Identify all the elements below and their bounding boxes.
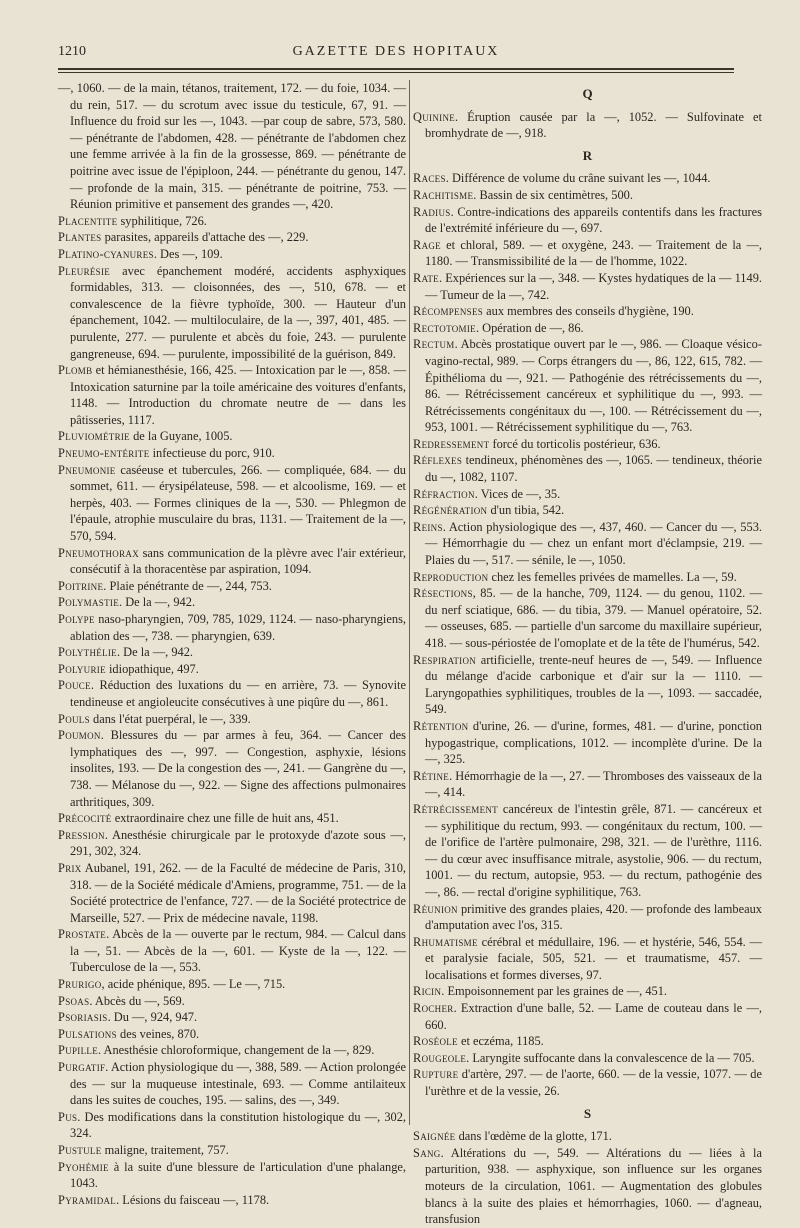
entry-text: et eczéma, 1185. (457, 1034, 544, 1049)
index-entry (58, 445, 406, 462)
entry-text: parasites, appareils d'attache des —, 229. (101, 230, 309, 245)
entry-text: . Réduction des luxations du — en arrière, 73. — Synovite tendineuse et angioleucite consécutives à une piqûre du —, 861. (70, 678, 406, 709)
entry-text: . Plaie pénétrante de —, 244, 753. (103, 578, 272, 593)
entry-heading: Polythélie (58, 645, 117, 660)
entry-text: . Anesthésie chloroformique, changement de la —, 829. (98, 1043, 375, 1058)
entry-heading: Pus (58, 1109, 78, 1124)
index-entry (58, 594, 406, 611)
entry-heading: Prostate (58, 927, 107, 942)
entry-heading: Redressement (413, 436, 490, 451)
entry-heading: Réunion (413, 901, 458, 916)
index-entry (58, 1192, 406, 1209)
index-entry (58, 1109, 406, 1142)
entry-heading: Ricin (413, 984, 442, 999)
entry-text: . Action physiologique des —, 437, 460. — Cancer du —, 553. — Hémorrhagie du — chez un enfant mort d'éclampsie, 219. — Plaies du —, 517. — sénile, le —, 1050. (425, 519, 762, 568)
entry-text: idiopathique, 497. (105, 661, 199, 676)
entry-heading: Prix (58, 860, 82, 875)
entry-text: —, 1060. — de la main, tétanos, traitement, 172. — du foie, 1034. — du rein, 517. — du scrotum avec issue du testicule, 67, 91. — Influence du froid sur les —, 1043. —par coup de sabre, 573, 580. — pénétrante de l'abdomen, 428. — pénétrante de l'abdomen chez une femme arrivée à la fin de la grossesse, 869. — pénétrante de poitrine avec issue de l'épiploon, 244. — pénétrante du genou, 147. — profonde de la main, 315. — pénétrante de poitrine, 753. — Réunion primitive et pansement des grandes —, 420. (58, 81, 406, 212)
header-rule-thin (58, 72, 734, 73)
entry-heading: Plantes (58, 230, 102, 245)
entry-text: . Des —, 109. (153, 246, 223, 261)
entry-heading: Rougeole (413, 1050, 467, 1065)
entry-text: . Expériences sur la —, 348. — Kystes hydatiques de la — 1149. — Tumeur de la —, 742. (425, 270, 762, 302)
running-title: GAZETTE DES HOPITAUX (292, 44, 500, 59)
index-entry (413, 452, 762, 485)
entry-heading: Pouls (58, 711, 90, 726)
index-column-right (413, 80, 762, 1228)
entry-heading: Purgatif (58, 1060, 106, 1075)
entry-heading: Rétine (413, 768, 450, 783)
entry-text: avec épanchement modéré, accidents asphyxiques formidables, 313. — cloisonnées, des —, 510, 678. — et convalescence de la fièvre typhoïde, 300. — Hauteur d'un épanchement, 1042. — multiloculaire, de la —, 397, 401, 485. — purulente, 277. — purulente et abcès du foie, 243. — purulente gangreneuse, 694. — purulente, impossibilité de la guérison, 849. (70, 263, 406, 361)
entry-heading: Pustule (58, 1143, 102, 1157)
index-entry (413, 1033, 762, 1050)
index-entry (58, 1142, 406, 1159)
entry-text: Aubanel, 191, 262. — de la Faculté de médecine de Paris, 310, 318. — de la Société médicale d'Amiens, programme, 751. — de la Société protectrice de l'enfance, 727. — de la Société protectrice de Marseille, 527. — Prix de médecine navale, 1198. (70, 860, 406, 925)
index-entry (413, 320, 762, 337)
index-entry (58, 462, 406, 545)
index-entry (58, 578, 406, 595)
entry-text: syphilitique, 726. (117, 213, 207, 228)
entry-heading: Rocher (413, 1001, 454, 1016)
entry-text: naso-pharyngien, 709, 785, 1029, 1124. — naso-pharyngiens, ablation des —, 738. — pharyngien, 639. (70, 612, 406, 643)
entry-text: . De la —, 942. (116, 645, 194, 660)
index-entry (58, 362, 406, 428)
index-entry (58, 727, 406, 810)
entry-heading: Placentite (58, 213, 118, 228)
entry-heading: Rétention (413, 718, 469, 733)
index-entry (58, 644, 406, 661)
entry-text: infectieuse du porc, 910. (149, 446, 275, 461)
index-entry (413, 1000, 762, 1033)
index-entry (413, 1145, 762, 1228)
index-entry (413, 1128, 762, 1145)
entry-text: . Abcès prostatique ouvert par le —, 986. — Cloaque vésico-vagino-rectal, 989. — Corps étrangers du —, 86, 122, 615, 782. — Épithélioma du —, 921. — Pathogénie des rétrécissements du —, 86. — Rétrécissement cancéreux et syphilitique du —, 993. — Rétrécissements congénitaux du —, 100. — Rétrécissement du —, 953, 1001. — Rétrécissement syphilitique du —, 763. (425, 337, 762, 435)
index-entry (58, 926, 406, 976)
entry-text: artificielle, trente-neuf heures de —, 549. — Influence du mélange d'acide carbonique et d'air sur la — 1110. — Laryngopathies syphilitiques, troubles de la —, 1093. — saccadée, 549. (425, 652, 762, 717)
index-entry (58, 263, 406, 363)
entry-heading: Pupille (58, 1043, 98, 1058)
index-entry (58, 545, 406, 578)
entry-text: . Opération de —, 86. (475, 320, 584, 335)
entry-heading: Réflexes (413, 453, 463, 468)
entry-heading: Polymastie (58, 595, 119, 610)
entry-text: extraordinaire chez une fille de huit ans, 451. (111, 811, 339, 826)
entry-text: . Éruption causée par la —, 1052. — Sulfovinate et bromhydrate de —, 918. (425, 109, 762, 141)
entry-heading: Polyurie (58, 661, 106, 676)
index-entry (413, 336, 762, 436)
entry-text: . Abcès du —, 569. (89, 993, 185, 1008)
entry-heading: Polype (58, 612, 95, 626)
entry-text: d'un tibia, 542. (487, 503, 565, 518)
entry-heading: Pression (58, 827, 105, 842)
section-letter: S (583, 1105, 592, 1121)
index-entry (413, 652, 762, 718)
entry-text: de la Guyane, 1005. (129, 429, 233, 444)
entry-text: . Abcès de la — ouverte par le rectum, 984. — Calcul dans la —, 51. — Abcès de la —, 601. — Kyste de la —, 122. — Tuberculose de la —, 553. (70, 927, 406, 975)
index-entry (413, 718, 762, 768)
entry-heading: Saignée (413, 1129, 456, 1144)
entry-heading: Pyramidal (58, 1192, 117, 1207)
entry-text: à la suite d'une blessure de l'articulation d'une phalange, 1043. (70, 1159, 406, 1191)
index-entry (58, 229, 406, 246)
entry-text: et hémianesthésie, 166, 425. — Intoxication par le —, 858. — Intoxication saturnine par la toile américaine des voitures d'enfants, 1148. — Introduction du chromate neutre de — dans les pâtisseries, 1117. (70, 363, 406, 427)
entry-text: . Vices de —, 35. (474, 486, 561, 501)
entry-heading: Régénération (413, 503, 488, 518)
entry-text: . Hémorrhagie de la —, 27. — Thromboses des vaisseaux de la —, 414. (425, 768, 762, 800)
entry-heading: Reproduction (413, 569, 489, 584)
index-entry (58, 810, 406, 827)
entry-heading: Rectum (413, 337, 455, 352)
entry-text: . Du —, 924, 947. (107, 1010, 198, 1025)
entry-text: des veines, 870. (116, 1026, 200, 1041)
entry-heading: Rupture (413, 1067, 459, 1082)
entry-heading: Quinine (413, 109, 456, 124)
entry-heading: Résections (413, 586, 473, 601)
entry-text: . Lésions du faisceau —, 1178. (116, 1192, 270, 1207)
entry-text: chez les femelles privées de mamelles. La —, 59. (488, 569, 737, 584)
entry-text: d'urine, 26. — d'urine, formes, 481. — d'urine, ponction hypogastrique, complications, 1012. — incomplète d'urine. De la —, 325. (425, 718, 762, 767)
header-rule-thick (58, 68, 734, 70)
index-entry (413, 768, 762, 801)
index-entry (58, 1059, 406, 1109)
index-entry (413, 270, 762, 303)
entry-text: dans l'œdème de la glotte, 171. (455, 1129, 612, 1144)
entry-heading: Psoas (58, 993, 90, 1008)
index-column-left (58, 80, 406, 1208)
entry-text: cérébral et médullaire, 196. — et hystérie, 546, 554. — et paralysie faciale, 505, 521. — et traumatisme, 457. — localisations et formes diverses, 97. (425, 934, 762, 982)
entry-text: aux membres des conseils d'hygiène, 190. (483, 304, 694, 319)
entry-text: maligne, traitement, 757. (101, 1143, 229, 1157)
index-entry (413, 569, 762, 586)
section-letter: Q (582, 86, 593, 101)
entry-text: cancéreux de l'intestin grêle, 871. — cancéreux et — syphilitique du rectum, 993. — congénitaux du rectum, 100. — de l'orifice de l'artère pulmonaire, 298, 321. — de l'urèthre, 1116. — du cœur avec insuffisance mitrale, asystolie, 906. — du rectum, 1001. — du rectum, autopsie, 953. — du rectum, pathogénie des —, 86. — rectal d'origine syphilitique, 763. (425, 801, 762, 899)
entry-text: . Altérations du —, 549. — Altérations du — liées à la parturition, 938. — asphyxique, son influence sur les organes moteurs de la circulation, 1061. — Augmentation des globules blancs à la suite des plaies et hémorrhagies, 1060. — d'agneau, transfusion (425, 1145, 762, 1227)
index-entry (413, 801, 762, 901)
entry-text: sans communication de la plèvre avec l'air extérieur, consécutif à la thoracentèse par aspiration, 1094. (70, 545, 406, 577)
index-entry (413, 1066, 762, 1099)
entry-text: . Bassin de six centimètres, 500. (473, 187, 633, 202)
index-entry (58, 677, 406, 710)
entry-heading: Poumon (58, 728, 101, 743)
entry-heading: Pouce (58, 678, 91, 693)
index-entry (58, 1042, 406, 1059)
index-entry (58, 860, 406, 926)
entry-heading: Plomb (58, 363, 93, 378)
index-entry (413, 519, 762, 569)
entry-heading: Radius (413, 204, 451, 219)
page-number: 1210 (58, 44, 86, 59)
index-entry (58, 213, 406, 230)
index-entry (58, 246, 406, 263)
index-entry (58, 1026, 406, 1043)
entry-heading: Pneumonie (58, 462, 116, 477)
index-entry (413, 502, 762, 519)
entry-text: . Contre-indications des appareils contentifs dans les fractures de l'extrémité inférieure du —, 697. (425, 204, 762, 236)
index-entry (413, 204, 762, 237)
entry-text: caséeuse et tubercules, 266. — compliquée, 684. — du sommet, 611. — érysipélateuse, 598. — et alcoolisme, 169. — et herpès, 403. — Formes cliniques de la —, 530. — Phlegmon de l'épaule, atrophie musculaire du bras, 1131. — Traitement de la —, 570, 594. (70, 462, 406, 544)
index-entry (413, 1050, 762, 1067)
index-entry (413, 934, 762, 984)
index-entry (58, 993, 406, 1010)
entry-heading: Pyohémie (58, 1159, 109, 1174)
entry-heading: Psoriasis (58, 1010, 108, 1025)
index-entry (413, 585, 762, 651)
entry-text: . Différence de volume du crâne suivant les —, 1044. (445, 171, 711, 186)
entry-heading: Poitrine (58, 578, 104, 593)
entry-heading: Prurigo (58, 977, 102, 992)
entry-text: . Extraction d'une balle, 52. — Lame de couteau dans le —, 660. (425, 1001, 762, 1032)
entry-text: , acide phénique, 895. — Le —, 715. (101, 977, 286, 992)
index-entry (413, 901, 762, 934)
entry-heading: Pneumo-entérite (58, 446, 150, 461)
entry-text: et chloral, 589. — et oxygène, 243. — Traitement de la —, 1180. — Transmissibilité de la — de l'homme, 1022. (425, 237, 762, 269)
entry-heading: Rectotomie (413, 320, 476, 335)
entry-heading: Respiration (413, 652, 477, 667)
index-entry (58, 827, 406, 860)
index-entry (413, 303, 762, 320)
index-entry (58, 1009, 406, 1026)
entry-heading: Rétrécissement (413, 801, 498, 816)
entry-heading: Pleurésie (58, 263, 111, 278)
entry-text: primitive des grandes plaies, 420. — profonde des lambeaux d'amputation avec l'os, 315. (425, 901, 762, 933)
entry-text: . Des modifications dans la constitution histologique du —, 302, 324. (70, 1109, 406, 1141)
index-entry (58, 428, 406, 445)
entry-heading: Pneumothorax (58, 545, 139, 560)
index-entry (58, 1159, 406, 1192)
entry-text: , 85. — de la hanche, 709, 1124. — du genou, 1102. — du nerf sciatique, 686. — du tibia, 379. — Manuel opératoire, 52. — osseuses, 685. — partielle d'un sarcome du maxillaire supérieur, 418. — sous-périostée de l'omoplate et de la tête de l'humérus, 542. (425, 586, 762, 650)
entry-heading: Rachitisme (413, 187, 474, 202)
entry-text: . Action physiologique du —, 388, 589. — Action prolongée des — sur la muqueuse intestinale, 693. — Comme antilaiteux dans les suites de couches, 195. — salins, des —, 349. (70, 1060, 406, 1108)
entry-text: . Blessures du — par armes à feu, 364. — Cancer des lymphatiques des —, 997. — Congestion, asphyxie, lésions insolites, 193. — De la congestion des —, 241. — Gangrène du —, 738. — Mélanose du —, 922. — Signe des affections pulmonaires arthritiques, 309. (70, 728, 406, 809)
section-letter: R (582, 147, 593, 163)
entry-heading: Réfraction (413, 486, 475, 501)
entry-heading: Reins (413, 519, 443, 534)
entry-heading: Races (413, 171, 446, 186)
entry-text: . Laryngite suffocante dans la convalescence de la — 705. (466, 1050, 755, 1065)
index-entry (413, 237, 762, 270)
entry-text: . De la —, 942. (119, 595, 196, 610)
entry-text: dans l'état puerpéral, le —, 339. (89, 711, 251, 726)
entry-heading: Pulsations (58, 1026, 117, 1041)
page-header (58, 44, 734, 66)
entry-text: . Anesthésie chirurgicale par le protoxyde d'azote sous —, 291, 302, 324. (70, 827, 406, 859)
entry-heading: Platino-cyanures (58, 246, 154, 261)
entry-heading: Sang (413, 1145, 441, 1160)
entry-heading: Roséole (413, 1034, 458, 1049)
entry-text: tendineux, phénomènes des —, 1065. — tendineux, théorie du —, 1082, 1107. (425, 453, 762, 485)
entry-heading: Pluviométrie (58, 429, 130, 444)
index-entry (58, 976, 406, 993)
entry-text: d'artère, 297. — de l'aorte, 660. — de la vessie, 1077. — de l'urèthre et de la vessie, 26. (425, 1067, 762, 1099)
index-entry (58, 80, 406, 213)
entry-heading: Rage (413, 237, 441, 252)
index-entry (58, 611, 406, 644)
index-entry (413, 109, 762, 142)
entry-text: forcé du torticolis postérieur, 636. (489, 436, 661, 451)
index-entry (413, 187, 762, 204)
index-entry (413, 983, 762, 1000)
entry-text: . Empoisonnement par les graines de —, 451. (441, 984, 668, 999)
entry-heading: Rhumatisme (413, 934, 478, 949)
entry-heading: Précocité (58, 811, 112, 826)
entry-heading: Rate (413, 270, 439, 285)
column-divider (409, 80, 410, 1125)
index-entry (58, 711, 406, 728)
index-entry (413, 486, 762, 503)
index-entry (58, 661, 406, 678)
entry-heading: Récompenses (413, 304, 484, 319)
index-entry (413, 436, 762, 453)
index-entry (413, 170, 762, 187)
